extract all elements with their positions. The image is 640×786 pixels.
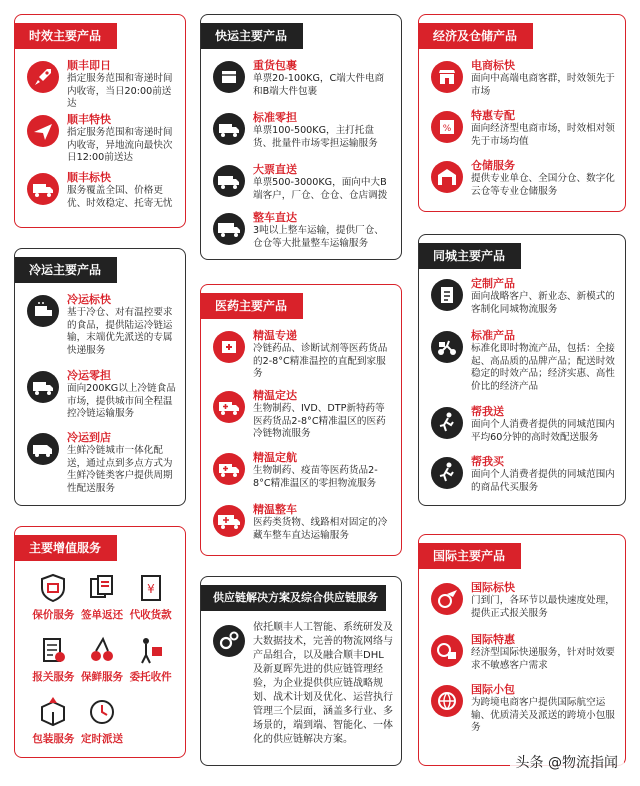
supply-chain-desc: 依托顺丰人工智能、系统研发及大数据技术，完善的物流网络与产品组合，以及融合顺丰DHL及新夏晖先进的供应链管理经验，为企业提供供应链战略规划、战术计划及优化、运营执行管理三个层面，涵盖多行业、多场景的，端到端、智能化、一体化的供应链解决方案。 <box>253 622 393 745</box>
supply-chain-card <box>200 576 402 766</box>
clipboard-icon <box>431 279 463 311</box>
product-item <box>213 163 393 202</box>
product-desc: 指定服务范围和寄递时间内收寄，异地流向最快次日12:00前送达 <box>67 127 173 164</box>
product-item <box>27 369 177 421</box>
product-item <box>213 503 393 542</box>
product-title: 电商标快 <box>471 59 515 72</box>
warehouse-icon <box>431 161 463 193</box>
card-title: 主要增值服务 <box>15 535 117 561</box>
value-added-item <box>78 633 127 691</box>
customs-icon <box>36 633 70 667</box>
product-item <box>431 159 617 198</box>
card-title: 同城主要产品 <box>419 243 521 269</box>
product-desc: 面向个人消费者提供的同城范围内的商品代买服务 <box>471 469 615 493</box>
svg-text:%: % <box>442 124 452 134</box>
value-added-grid <box>29 571 175 753</box>
product-item <box>27 431 177 495</box>
plane-icon <box>27 115 59 147</box>
product-title: 顺丰标快 <box>67 171 111 184</box>
truck-icon <box>213 113 245 145</box>
product-title: 国际标快 <box>471 581 515 594</box>
product-item <box>27 293 177 357</box>
product-item <box>27 113 177 165</box>
medical-box-icon <box>213 331 245 363</box>
product-desc: 指定服务范围和寄递时间内收寄，当日20:00前送达 <box>67 73 173 110</box>
card-title: 冷运主要产品 <box>15 257 117 283</box>
economy-warehouse-card <box>418 14 626 212</box>
globe-box-icon <box>431 635 463 667</box>
card-title: 供应链解决方案及综合供应链服务 <box>201 585 386 611</box>
shop-icon <box>431 61 463 93</box>
product-title: 重货包裹 <box>253 59 297 72</box>
cherries-icon <box>85 633 119 667</box>
product-item <box>431 59 617 98</box>
product-title: 帮我买 <box>471 455 504 468</box>
value-added-item <box>29 571 78 629</box>
product-title: 国际小包 <box>471 683 515 696</box>
product-desc: 冷链药品、诊断试剂等医药货品的2-8°C精准温控的直配到家服务 <box>253 343 388 380</box>
card-title: 医药主要产品 <box>201 293 303 319</box>
handover-icon <box>134 633 168 667</box>
product-item <box>431 683 617 735</box>
product-item <box>431 329 617 393</box>
product-title: 冷运零担 <box>67 369 111 382</box>
value-added-card <box>14 526 186 758</box>
product-item <box>213 389 393 441</box>
product-desc: 面向个人消费者提供的同城范围内平均60分钟的高时效配送服务 <box>471 419 615 443</box>
value-added-label: 包装服务 <box>32 733 75 745</box>
product-title: 精温整车 <box>253 503 297 516</box>
product-desc: 经济型国际快递服务，针对时效要求不敏感客户需求 <box>471 647 615 671</box>
documents-icon <box>85 571 119 605</box>
product-desc: 单票500-3000KG，面向中大B端客户，厂仓、仓仓、仓店调拨 <box>253 177 388 201</box>
product-item <box>431 633 617 672</box>
product-title: 国际特惠 <box>471 633 515 646</box>
timed-delivery-icon <box>85 695 119 729</box>
value-added-item <box>29 695 78 753</box>
medical-card <box>200 284 402 556</box>
value-added-item <box>29 633 78 691</box>
value-added-label: 报关服务 <box>32 671 75 683</box>
card-title: 国际主要产品 <box>419 543 521 569</box>
cold-van-icon <box>27 433 59 465</box>
product-item <box>27 171 177 210</box>
product-title: 大票直送 <box>253 163 297 176</box>
product-item <box>431 581 617 620</box>
cold-box-icon <box>27 295 59 327</box>
product-title: 顺丰即日 <box>67 59 111 72</box>
product-desc: 单票100-500KG，主打托盘货、批量件市场零担运输服务 <box>253 125 378 149</box>
value-added-label: 委托收件 <box>129 671 172 683</box>
product-item <box>431 277 617 316</box>
product-title: 标准产品 <box>471 329 515 342</box>
payment-icon <box>134 571 168 605</box>
product-title: 标准零担 <box>253 111 297 124</box>
product-desc: 为跨境电商客户提供国际航空运输、优质清关及派送的跨境小包服务 <box>471 697 615 734</box>
value-added-item <box>78 571 127 629</box>
product-item <box>213 329 393 381</box>
truck-icon <box>27 173 59 205</box>
product-item <box>213 211 393 250</box>
globe-plane-icon <box>431 583 463 615</box>
value-added-label: 保价服务 <box>32 609 75 621</box>
product-desc: 生物制药、IVD、DTP新特药等医药货品2-8°C精准温区的医药冷链物流服务 <box>253 403 386 440</box>
value-added-label: 定时派送 <box>80 733 123 745</box>
product-title: 顺丰特快 <box>67 113 111 126</box>
product-desc: 单票20-100KG，C端大件电商和B端大件包裹 <box>253 73 385 97</box>
gears-icon <box>213 625 245 657</box>
rocket-icon <box>27 61 59 93</box>
product-desc: 面向200KG以上冷链食品市场，提供城市间全程温控冷链运输服务 <box>67 383 176 420</box>
product-item <box>27 59 177 111</box>
package-icon <box>36 695 70 729</box>
product-title: 整车直达 <box>253 211 297 224</box>
product-item <box>213 451 393 490</box>
product-desc: 生物制药、疫苗等医药货品2-8°C精准温区的零担物流服务 <box>253 465 378 489</box>
svg-text:¥: ¥ <box>146 582 155 596</box>
product-desc: 生鲜冷链城市一体化配送，通过点到多点方式为生鲜冷链类客户提供周期性配送服务 <box>67 445 173 494</box>
value-added-label: 签单返还 <box>80 609 123 621</box>
product-item <box>431 455 617 494</box>
card-title: 时效主要产品 <box>15 23 117 49</box>
product-desc: 服务覆盖全国、价格更优、时效稳定、托寄无忧 <box>67 185 173 209</box>
product-desc: 面向战略客户、新业态、新模式的客制化同城物流服务 <box>471 291 615 315</box>
card-title: 经济及仓储产品 <box>419 23 533 49</box>
product-title: 精温专递 <box>253 329 297 342</box>
cold-truck-icon <box>27 371 59 403</box>
medical-truck-icon <box>213 391 245 423</box>
shield-box-icon <box>36 571 70 605</box>
value-added-label: 代收货款 <box>129 609 172 621</box>
product-title: 冷运到店 <box>67 431 111 444</box>
value-added-label: 保鲜服务 <box>80 671 123 683</box>
international-card <box>418 534 626 766</box>
runner-icon <box>431 457 463 489</box>
intra-city-card <box>418 234 626 506</box>
product-item <box>213 111 393 150</box>
value-added-item <box>78 695 127 753</box>
product-item <box>431 109 617 148</box>
runner-icon <box>431 407 463 439</box>
product-desc: 基于冷仓、对有温控要求的食品，提供陆运冷链运输，末端优先派送的专属快递服务 <box>67 307 173 356</box>
product-title: 定制产品 <box>471 277 515 290</box>
product-desc: 标准化即时物流产品，包括：全接起、高品质的品牌产品；配送时效稳定的时效产品；经济实惠、高性价比的经济产品 <box>471 343 615 392</box>
card-title: 快运主要产品 <box>201 23 303 49</box>
product-title: 仓储服务 <box>471 159 515 172</box>
value-added-item <box>126 571 175 629</box>
medical-truck-icon <box>213 453 245 485</box>
express-freight-card <box>200 14 402 260</box>
truck-icon <box>213 165 245 197</box>
box-icon <box>213 61 245 93</box>
product-item <box>213 59 393 98</box>
product-item <box>431 405 617 444</box>
value-added-item <box>126 633 175 691</box>
product-title: 帮我送 <box>471 405 504 418</box>
product-title: 精温定航 <box>253 451 297 464</box>
truck-icon <box>213 213 245 245</box>
product-title: 冷运标快 <box>67 293 111 306</box>
product-desc: 面向经济型电商市场，时效相对领先于市场均值 <box>471 123 615 147</box>
product-title: 特惠专配 <box>471 109 515 122</box>
supply-chain-body <box>213 621 393 747</box>
product-desc: 3吨以上整车运输，提供厂仓、仓仓等大批量整车运输服务 <box>253 225 384 249</box>
globe-parcel-icon <box>431 685 463 717</box>
discount-icon <box>431 111 463 143</box>
medical-truck-icon <box>213 505 245 537</box>
product-desc: 医药类货物、线路相对固定的冷藏车整车直达运输服务 <box>253 517 388 541</box>
scooter-icon <box>431 331 463 363</box>
watermark: 头条 @物流指闻 <box>510 750 624 774</box>
product-title: 精温定达 <box>253 389 297 402</box>
product-desc: 面向中高端电商客群，时效领先于市场 <box>471 73 615 97</box>
time-sensitive-card <box>14 14 186 228</box>
product-desc: 门到门，各环节以最快速度处理，提供正式报关服务 <box>471 595 615 619</box>
cold-chain-card <box>14 248 186 506</box>
product-desc: 提供专业单仓、全国分仓、数字化云仓等专业仓储服务 <box>471 173 615 197</box>
